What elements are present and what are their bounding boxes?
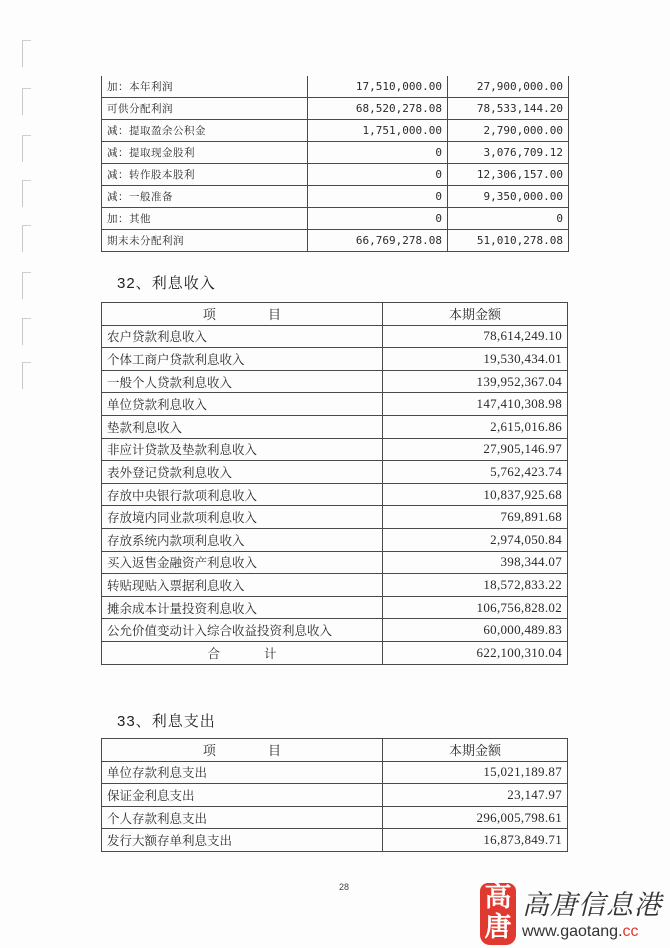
- row-label: 转贴现贴入票据利息收入: [102, 574, 383, 597]
- row-amount: 23,147.97: [383, 784, 568, 807]
- row-amount: 769,891.68: [383, 506, 568, 529]
- table-row: [102, 325, 568, 348]
- site-watermark: [480, 883, 670, 945]
- row-amount: 10,837,925.68: [383, 483, 568, 506]
- seal-char: 唐: [484, 912, 512, 943]
- table-row: [102, 619, 568, 642]
- row-label: 一般个人贷款利息收入: [102, 370, 383, 393]
- interest-expense-table: [101, 738, 568, 852]
- current-period-amount: 17,510,000.00: [308, 76, 448, 98]
- row-label: 垫款利息收入: [102, 415, 383, 438]
- current-period-amount: 68,520,278.08: [308, 98, 448, 120]
- table-row: [102, 142, 569, 164]
- row-label: 非应计贷款及垫款利息收入: [102, 438, 383, 461]
- previous-period-amount: 0: [448, 208, 569, 230]
- header-amount: 本期金额: [383, 739, 568, 762]
- binding-mark: [22, 362, 31, 389]
- row-amount: 106,756,828.02: [383, 596, 568, 619]
- binding-mark: [22, 40, 31, 67]
- row-label: 可供分配利润: [102, 98, 308, 120]
- table-row: [102, 461, 568, 484]
- table-row: [102, 120, 569, 142]
- binding-mark: [22, 88, 31, 115]
- watermark-site-name: 高唐信息港: [522, 890, 662, 921]
- row-label: 期末未分配利润: [102, 230, 308, 252]
- row-amount: 5,762,423.74: [383, 461, 568, 484]
- table-row: [102, 164, 569, 186]
- row-label: 减：转作股本股利: [102, 164, 308, 186]
- interest-expense-body: [102, 761, 568, 851]
- row-amount: 27,905,146.97: [383, 438, 568, 461]
- table-row: [102, 574, 568, 597]
- row-label: 公允价值变动计入综合收益投资利息收入: [102, 619, 383, 642]
- previous-period-amount: 3,076,709.12: [448, 142, 569, 164]
- section-title-interest-expense: [117, 710, 216, 731]
- current-period-amount: 0: [308, 164, 448, 186]
- previous-period-amount: 2,790,000.00: [448, 120, 569, 142]
- row-amount: 78,614,249.10: [383, 325, 568, 348]
- row-amount: 15,021,189.87: [383, 761, 568, 784]
- table-row: [102, 528, 568, 551]
- table-row: [102, 76, 569, 98]
- table-row: [102, 370, 568, 393]
- section-title-text: 利息支出: [151, 712, 216, 730]
- section-title-interest-income: [117, 272, 216, 293]
- watermark-url: [522, 923, 639, 941]
- header-item: 项 目: [102, 739, 383, 762]
- interest-income-table: [101, 302, 568, 665]
- row-amount: 18,572,833.22: [383, 574, 568, 597]
- row-label: 个人存款利息支出: [102, 806, 383, 829]
- row-amount: 2,974,050.84: [383, 528, 568, 551]
- row-amount: 296,005,798.61: [383, 806, 568, 829]
- interest-income-body: [102, 325, 568, 641]
- row-label: 单位贷款利息收入: [102, 393, 383, 416]
- table-header-row: [102, 739, 568, 762]
- row-label: 摊余成本计量投资利息收入: [102, 596, 383, 619]
- binding-mark: [22, 180, 31, 207]
- row-label: 存放系统内款项利息收入: [102, 528, 383, 551]
- table-row: [102, 784, 568, 807]
- table-row: [102, 829, 568, 852]
- row-amount: 139,952,367.04: [383, 370, 568, 393]
- row-label: 农户贷款利息收入: [102, 325, 383, 348]
- current-period-amount: 0: [308, 208, 448, 230]
- header-item: 项 目: [102, 303, 383, 326]
- previous-period-amount: 12,306,157.00: [448, 164, 569, 186]
- current-period-amount: 0: [308, 142, 448, 164]
- table-row: [102, 186, 569, 208]
- current-period-amount: 0: [308, 186, 448, 208]
- row-label: 表外登记贷款利息收入: [102, 461, 383, 484]
- total-amount: 622,100,310.04: [383, 641, 568, 664]
- previous-period-amount: 9,350,000.00: [448, 186, 569, 208]
- row-amount: 19,530,434.01: [383, 348, 568, 371]
- row-label: 存放境内同业款项利息收入: [102, 506, 383, 529]
- row-label: 减：提取盈余公积金: [102, 120, 308, 142]
- previous-period-amount: 27,900,000.00: [448, 76, 569, 98]
- binding-mark: [22, 318, 31, 345]
- current-period-amount: 1,751,000.00: [308, 120, 448, 142]
- url-main: www.gaotang.: [522, 923, 623, 940]
- table-row: [102, 551, 568, 574]
- section-title-text: 利息收入: [151, 274, 216, 292]
- table-row: [102, 208, 569, 230]
- total-row: [102, 641, 568, 664]
- row-label: 买入返售金融资产利息收入: [102, 551, 383, 574]
- table-row: [102, 761, 568, 784]
- header-amount: 本期金额: [383, 303, 568, 326]
- row-amount: 147,410,308.98: [383, 393, 568, 416]
- row-label: 个体工商户贷款利息收入: [102, 348, 383, 371]
- row-label: 减：一般准备: [102, 186, 308, 208]
- table-row: [102, 98, 569, 120]
- table-row: [102, 415, 568, 438]
- row-amount: 398,344.07: [383, 551, 568, 574]
- table-row: [102, 506, 568, 529]
- table-row: [102, 393, 568, 416]
- binding-mark: [22, 225, 31, 252]
- row-amount: 60,000,489.83: [383, 619, 568, 642]
- total-label: 合 计: [102, 641, 383, 664]
- row-label: 单位存款利息支出: [102, 761, 383, 784]
- previous-period-amount: 78,533,144.20: [448, 98, 569, 120]
- row-label: 存放中央银行款项利息收入: [102, 483, 383, 506]
- row-amount: 16,873,849.71: [383, 829, 568, 852]
- row-label: 发行大额存单利息支出: [102, 829, 383, 852]
- binding-mark: [22, 272, 31, 299]
- row-label: 保证金利息支出: [102, 784, 383, 807]
- table-row: [102, 806, 568, 829]
- seal-logo-icon: [480, 883, 516, 945]
- section-number: 32、: [117, 275, 152, 292]
- table-row: [102, 596, 568, 619]
- row-label: 加：本年利润: [102, 76, 308, 98]
- seal-char: 高: [484, 882, 512, 913]
- binding-mark: [22, 135, 31, 162]
- current-period-amount: 66,769,278.08: [308, 230, 448, 252]
- row-amount: 2,615,016.86: [383, 415, 568, 438]
- section-number: 33、: [117, 713, 152, 730]
- table-row: [102, 483, 568, 506]
- table-row: [102, 230, 569, 252]
- url-tld: cc: [622, 923, 639, 940]
- row-label: 加：其他: [102, 208, 308, 230]
- table-row: [102, 348, 568, 371]
- profit-distribution-body: [102, 76, 569, 252]
- page-number: 28: [339, 882, 350, 892]
- row-label: 减：提取现金股利: [102, 142, 308, 164]
- table-row: [102, 438, 568, 461]
- table-header-row: [102, 303, 568, 326]
- previous-period-amount: 51,010,278.08: [448, 230, 569, 252]
- profit-distribution-table: [101, 76, 569, 252]
